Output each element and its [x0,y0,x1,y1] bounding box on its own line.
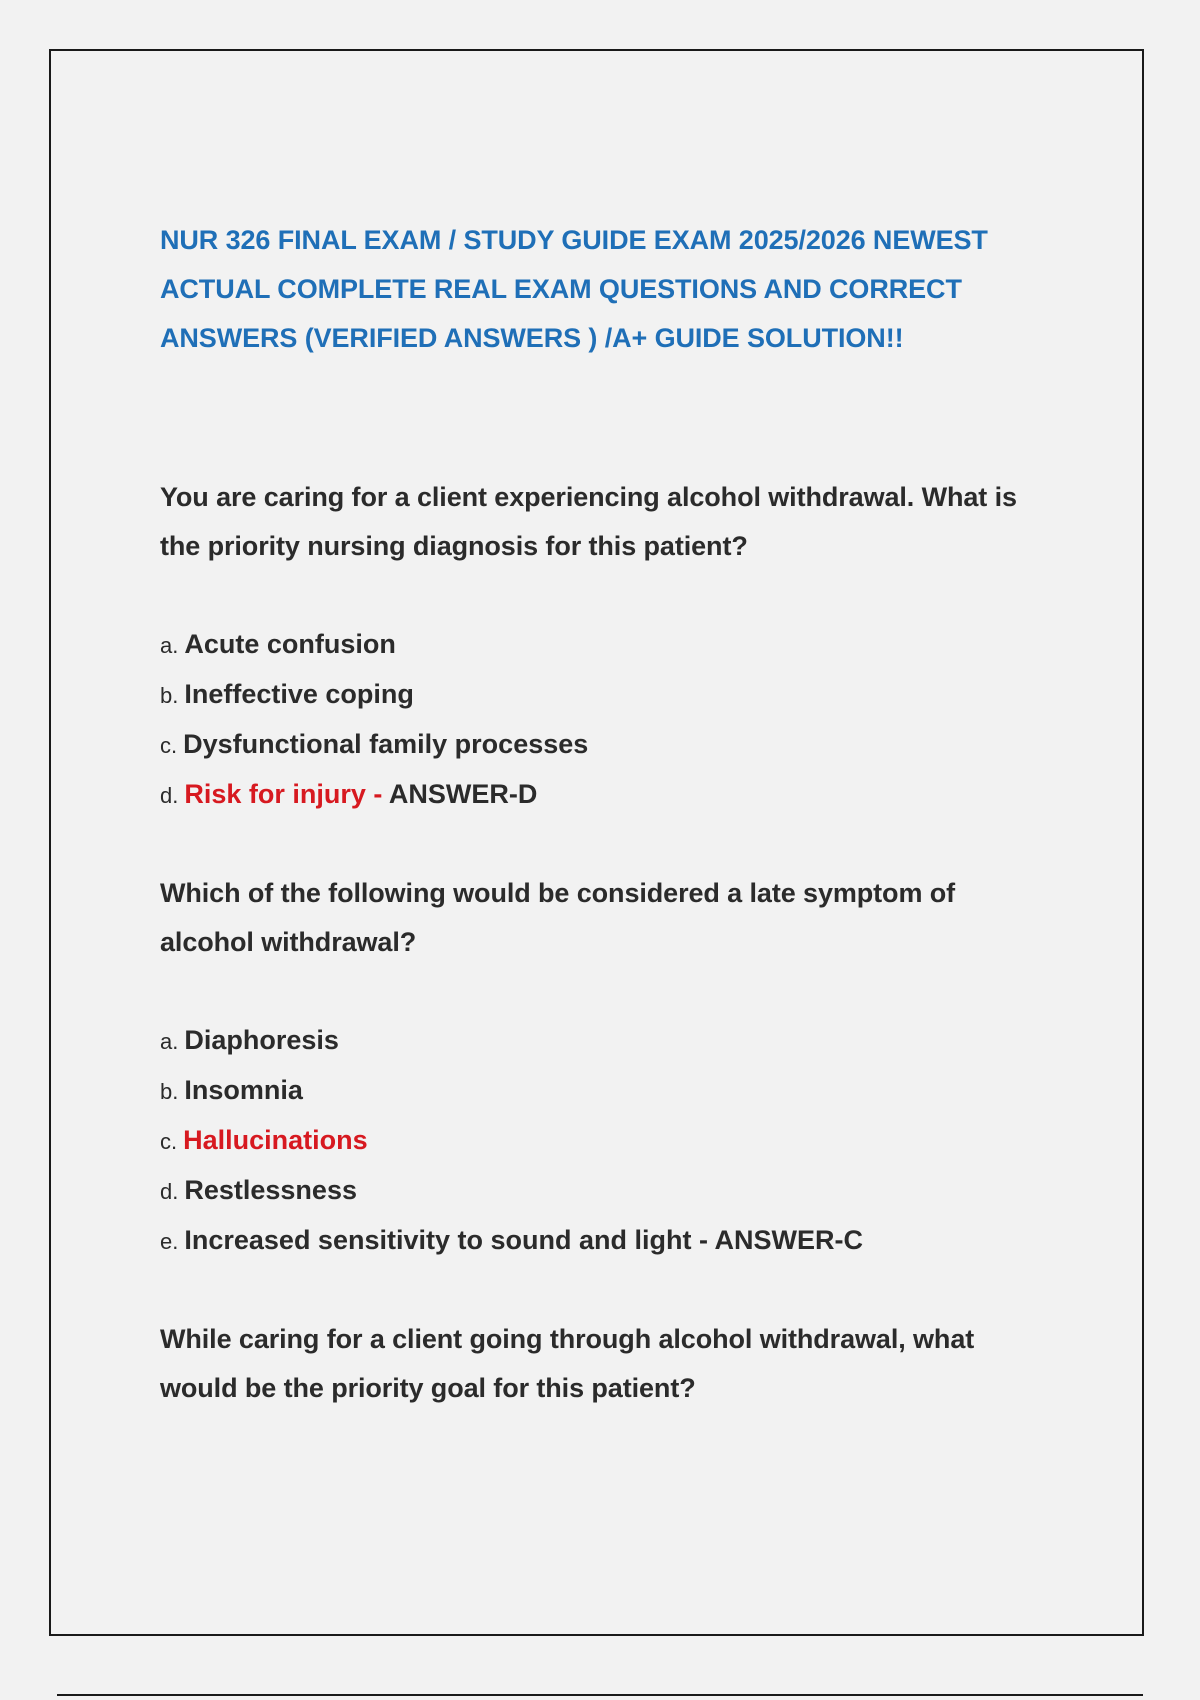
question-2-options [160,1016,1040,1266]
question-1-text: You are caring for a client experiencing alcohol withdrawal. What is the priority nursing diagnosis for this patient? [160,482,1017,561]
correct-option-text: Risk for injury [184,779,366,809]
option-letter: b. [160,1079,179,1104]
option-text: Insomnia [184,1075,303,1105]
option-item [160,670,1040,720]
option-letter: c. [160,733,178,758]
question-1-options [160,620,1040,820]
document-title: NUR 326 FINAL EXAM / STUDY GUIDE EXAM 2025/2026 NEWEST ACTUAL COMPLETE REAL EXAM QUESTIONS AND CORRECT ANSWERS (VERIFIED ANSWERS ) /A+ GUIDE SOLUTION!! [160,225,988,353]
option-item [160,720,1040,770]
option-letter: d. [160,1179,179,1204]
option-item [160,1166,1040,1216]
answer-key: ANSWER-D [388,779,538,809]
option-item [160,1066,1040,1116]
page-content [160,216,1040,1413]
option-text: Diaphoresis [184,1025,339,1055]
option-item [160,620,1040,670]
option-item [160,770,1040,820]
option-item [160,1216,1040,1266]
option-item [160,1116,1040,1166]
option-item [160,1016,1040,1066]
option-letter: b. [160,683,179,708]
question-3-text: While caring for a client going through alcohol withdrawal, what would be the priority goal for this patient? [160,1324,975,1403]
option-text: Acute confusion [184,629,396,659]
answer-separator: - [365,779,389,809]
option-letter: a. [160,1029,179,1054]
answer-key: ANSWER-C [714,1225,863,1255]
option-letter: a. [160,633,179,658]
option-text: Dysfunctional family processes [183,729,589,759]
question-2-text: Which of the following would be considered a late symptom of alcohol withdrawal? [160,878,956,957]
option-text: Restlessness [184,1175,357,1205]
document-page [49,49,1144,1636]
page-divider [57,1694,1143,1696]
correct-option-text: Hallucinations [183,1125,368,1155]
option-letter: e. [160,1229,179,1254]
option-letter: c. [160,1129,178,1154]
option-text: Ineffective coping [184,679,414,709]
option-letter: d. [160,783,179,808]
option-text: Increased sensitivity to sound and light [184,1225,692,1255]
answer-separator: - [691,1225,715,1255]
